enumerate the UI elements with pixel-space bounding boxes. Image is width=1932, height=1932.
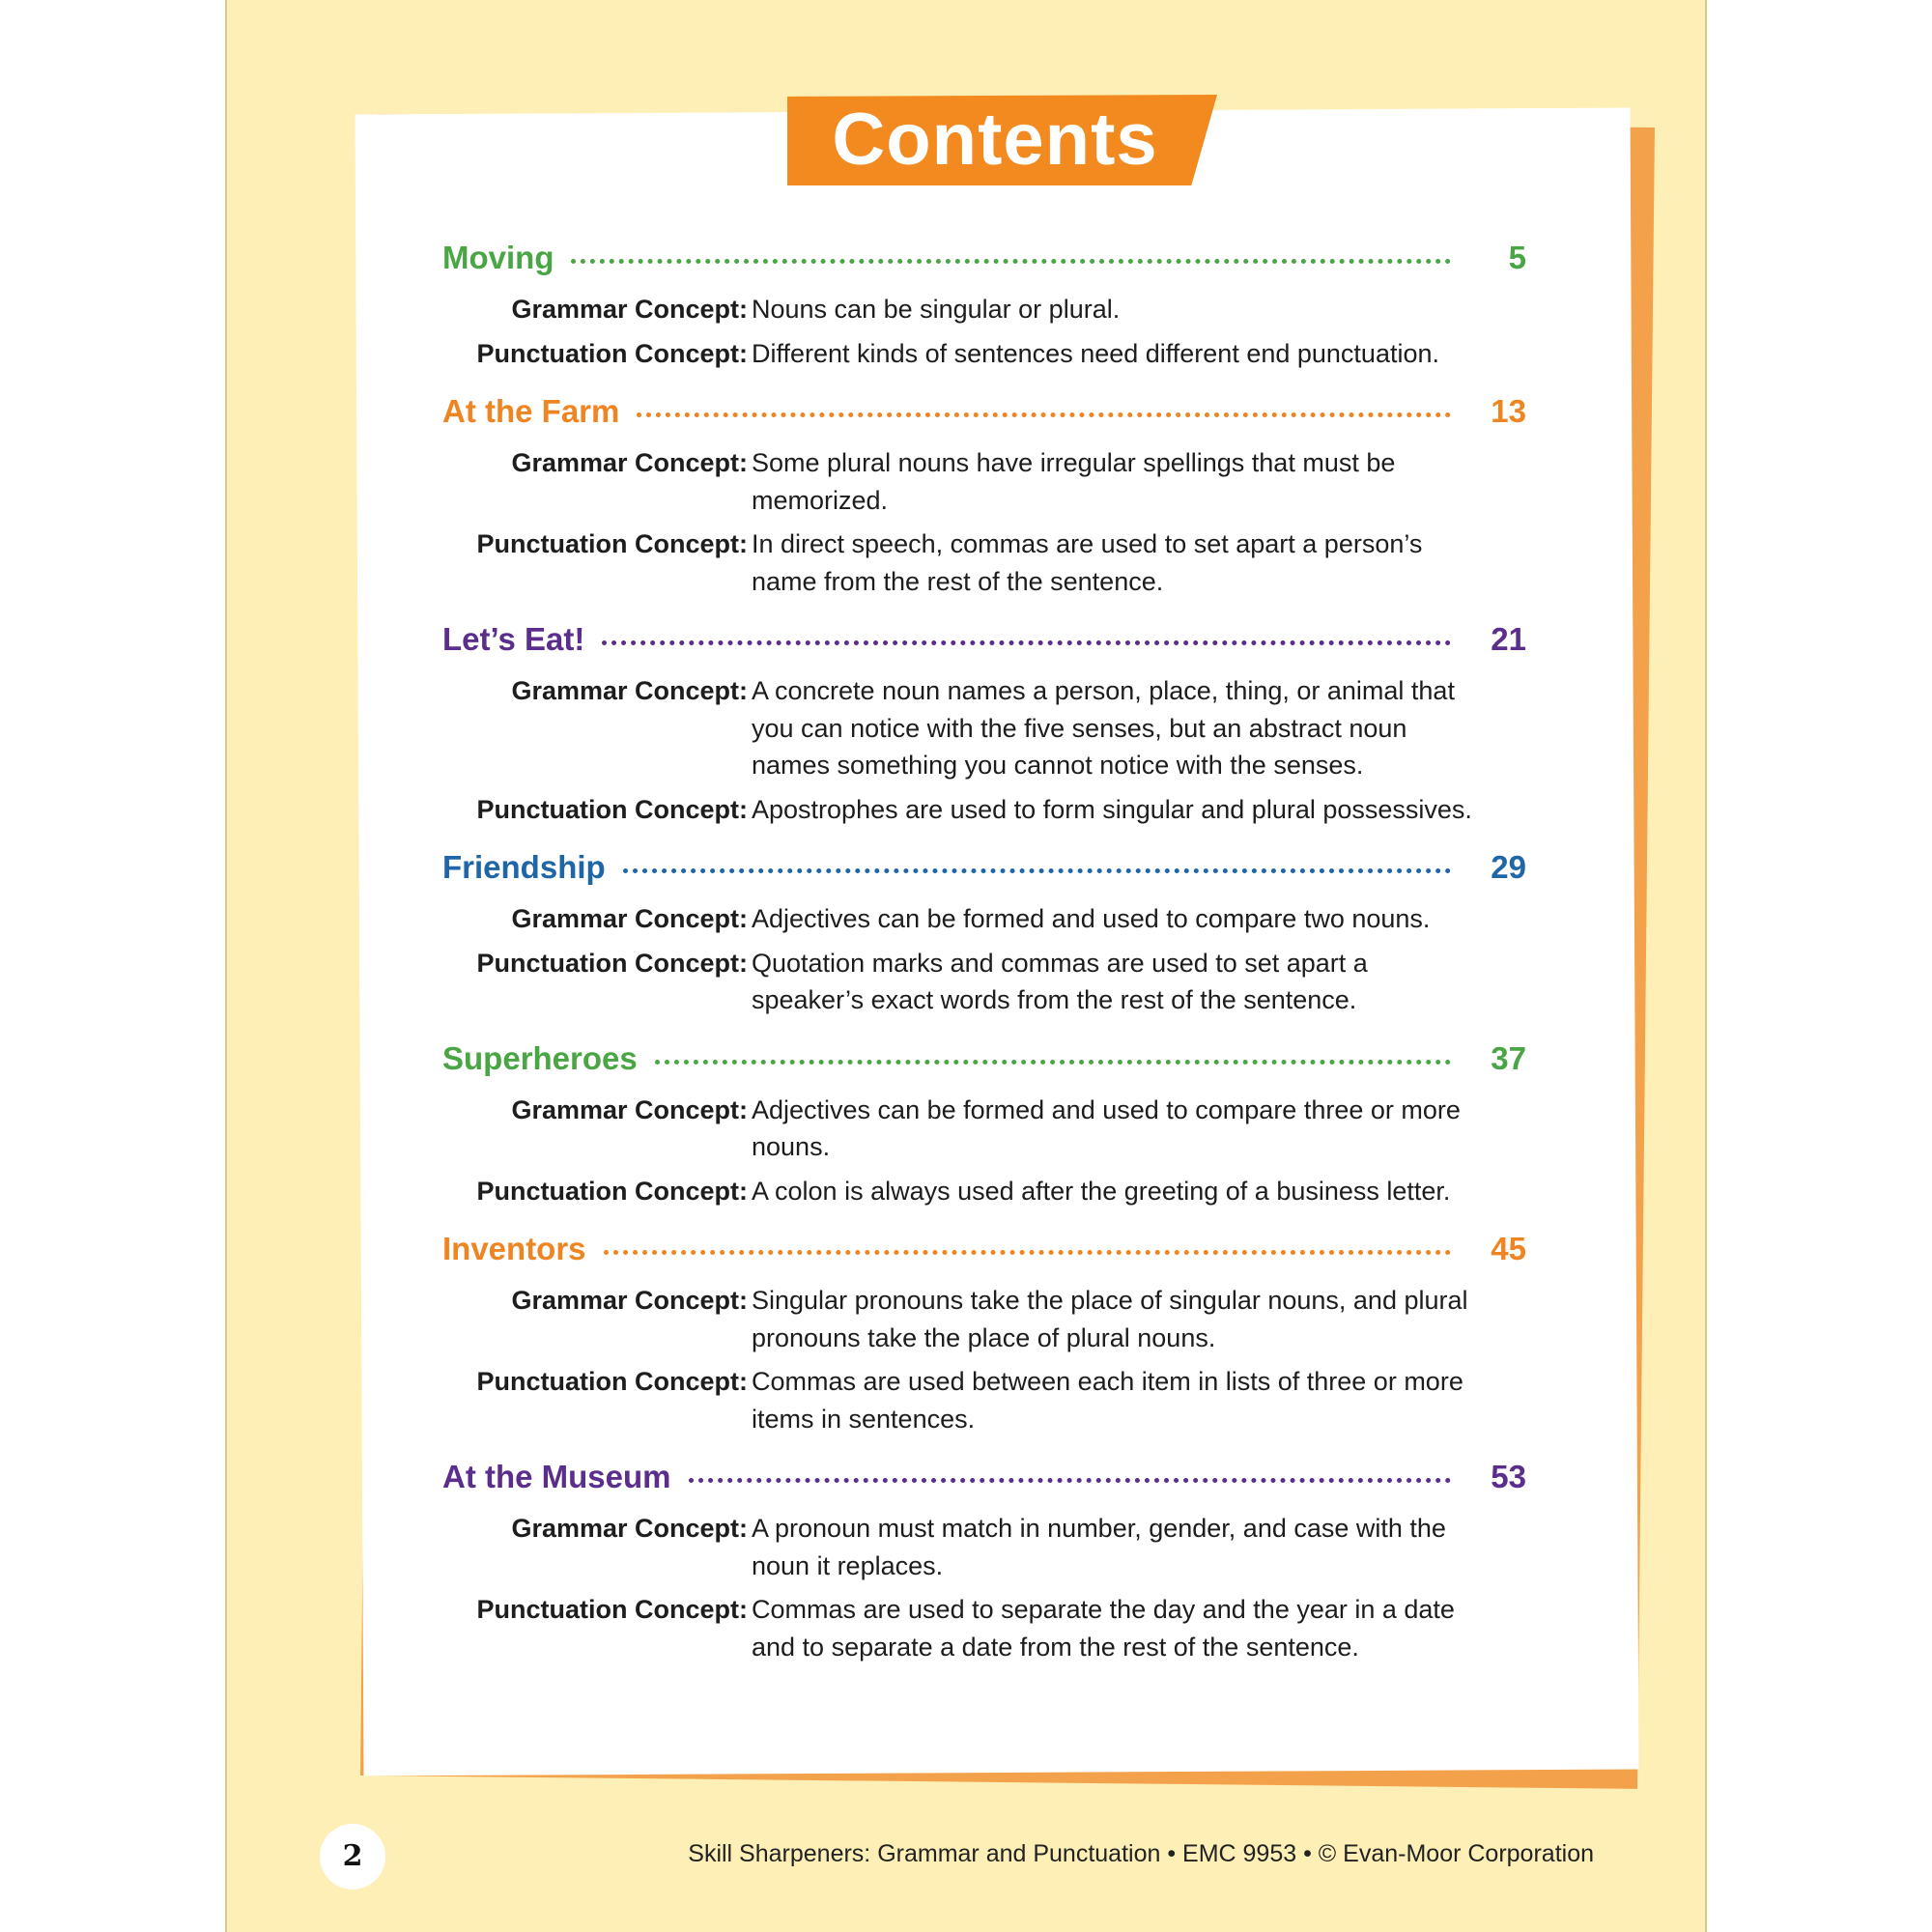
grammar-concept bbox=[442, 1282, 1526, 1356]
grammar-concept-label: Grammar Concept: bbox=[511, 1514, 748, 1543]
grammar-concept-label: Grammar Concept: bbox=[511, 295, 748, 324]
punctuation-concept-text: A colon is always used after the greeting of a business letter. bbox=[752, 1176, 1451, 1206]
toc-entry-at-the-farm[interactable] bbox=[442, 393, 1526, 600]
punctuation-concept-label: Punctuation Concept: bbox=[476, 948, 748, 978]
grammar-concept-text: Adjectives can be formed and used to compare three or more nouns. bbox=[752, 1094, 1461, 1161]
punctuation-concept bbox=[442, 1173, 1526, 1210]
grammar-concept-text: Singular pronouns take the place of singular nouns, and plural pronouns take the place of plural nouns. bbox=[752, 1286, 1468, 1352]
punctuation-concept-text: Commas are used to separate the day and the year in a date and to separate a date from the rest of the sentence. bbox=[752, 1595, 1455, 1662]
grammar-concept-label: Grammar Concept: bbox=[511, 448, 748, 477]
dot-leader bbox=[637, 412, 1451, 417]
grammar-concept-text: Some plural nouns have irregular spellings that must be memorized. bbox=[752, 448, 1396, 515]
grammar-concept bbox=[442, 1510, 1526, 1584]
punctuation-concept bbox=[442, 791, 1526, 829]
footer-credit: Skill Sharpeners: Grammar and Punctuation • EMC 9953 • © Evan-Moor Corporation bbox=[688, 1840, 1594, 1867]
toc-entry-page: 21 bbox=[1491, 621, 1526, 657]
punctuation-concept-text: Apostrophes are used to form singular and plural possessives. bbox=[752, 794, 1472, 824]
table-of-contents bbox=[442, 240, 1526, 1687]
grammar-concept-text: A concrete noun names a person, place, thing, or animal that you can notice with the five senses, but an abstract noun names something you cannot notice with the senses. bbox=[752, 676, 1455, 780]
toc-entry-header[interactable] bbox=[442, 240, 1526, 286]
grammar-concept-label: Grammar Concept: bbox=[511, 1286, 748, 1315]
punctuation-concept-label: Punctuation Concept: bbox=[476, 1367, 748, 1396]
toc-entry-at-the-museum[interactable] bbox=[442, 1459, 1526, 1665]
punctuation-concept-label: Punctuation Concept: bbox=[476, 1176, 748, 1206]
punctuation-concept-label: Punctuation Concept: bbox=[476, 338, 748, 368]
toc-entry-lets-eat[interactable] bbox=[442, 621, 1526, 828]
toc-entry-header[interactable] bbox=[442, 1459, 1526, 1505]
toc-entry-header[interactable] bbox=[442, 1040, 1526, 1087]
toc-entry-page: 13 bbox=[1491, 393, 1526, 429]
punctuation-concept-label: Punctuation Concept: bbox=[476, 1595, 748, 1624]
toc-entry-title[interactable]: Moving bbox=[442, 240, 554, 275]
punctuation-concept bbox=[442, 335, 1526, 373]
toc-entry-title[interactable]: Let’s Eat! bbox=[442, 621, 585, 657]
toc-entry-page: 5 bbox=[1508, 240, 1526, 275]
punctuation-concept bbox=[442, 526, 1526, 600]
punctuation-concept bbox=[442, 945, 1526, 1019]
toc-entry-header[interactable] bbox=[442, 849, 1526, 895]
toc-entry-page: 45 bbox=[1491, 1231, 1526, 1266]
punctuation-concept bbox=[442, 1363, 1526, 1437]
toc-entry-page: 37 bbox=[1491, 1039, 1526, 1076]
toc-entry-header[interactable] bbox=[442, 621, 1526, 668]
toc-entry-title[interactable]: At the Museum bbox=[442, 1459, 671, 1494]
grammar-concept-label: Grammar Concept: bbox=[511, 676, 748, 705]
punctuation-concept-label: Punctuation Concept: bbox=[476, 794, 748, 824]
toc-entry-header[interactable] bbox=[442, 393, 1526, 440]
dot-leader bbox=[689, 1478, 1451, 1483]
punctuation-concept-label: Punctuation Concept: bbox=[476, 529, 748, 558]
grammar-concept bbox=[442, 444, 1526, 519]
punctuation-concept-text: Commas are used between each item in lists of three or more items in sentences. bbox=[752, 1367, 1463, 1434]
toc-entry-page: 29 bbox=[1491, 849, 1526, 885]
toc-entry-title[interactable]: At the Farm bbox=[442, 393, 620, 429]
toc-entry-moving[interactable] bbox=[442, 240, 1526, 372]
grammar-concept bbox=[442, 900, 1526, 938]
toc-entry-header[interactable] bbox=[442, 1231, 1526, 1277]
grammar-concept-text: Nouns can be singular or plural. bbox=[752, 295, 1121, 324]
punctuation-concept-text: Quotation marks and commas are used to set apart a speaker’s exact words from the rest of the sentence. bbox=[752, 948, 1368, 1014]
grammar-concept-text: Adjectives can be formed and used to compare two nouns. bbox=[752, 904, 1431, 933]
punctuation-concept-text: In direct speech, commas are used to set apart a person’s name from the rest of the sentence. bbox=[752, 529, 1423, 596]
toc-entry-friendship[interactable] bbox=[442, 849, 1526, 1019]
punctuation-concept bbox=[442, 1591, 1526, 1665]
toc-entry-title[interactable]: Superheroes bbox=[442, 1039, 638, 1076]
toc-entry-title[interactable]: Friendship bbox=[442, 849, 606, 885]
dot-leader bbox=[602, 640, 1451, 645]
page-number: 2 bbox=[320, 1824, 385, 1889]
dot-leader bbox=[655, 1060, 1451, 1065]
dot-leader bbox=[623, 868, 1451, 873]
grammar-concept bbox=[442, 291, 1526, 328]
dot-leader bbox=[604, 1250, 1451, 1255]
grammar-concept-label: Grammar Concept: bbox=[511, 1094, 748, 1124]
toc-entry-title[interactable]: Inventors bbox=[442, 1231, 586, 1266]
grammar-concept bbox=[442, 672, 1526, 784]
punctuation-concept-text: Different kinds of sentences need different end punctuation. bbox=[752, 338, 1439, 368]
toc-entry-inventors[interactable] bbox=[442, 1231, 1526, 1437]
grammar-concept-label: Grammar Concept: bbox=[511, 904, 748, 933]
toc-entry-page: 53 bbox=[1491, 1459, 1526, 1494]
dot-leader bbox=[571, 259, 1451, 264]
page-title: Contents bbox=[832, 99, 1158, 181]
toc-entry-superheroes[interactable] bbox=[442, 1040, 1526, 1210]
grammar-concept bbox=[442, 1092, 1526, 1166]
grammar-concept-text: A pronoun must match in number, gender, and case with the noun it replaces. bbox=[752, 1514, 1446, 1580]
